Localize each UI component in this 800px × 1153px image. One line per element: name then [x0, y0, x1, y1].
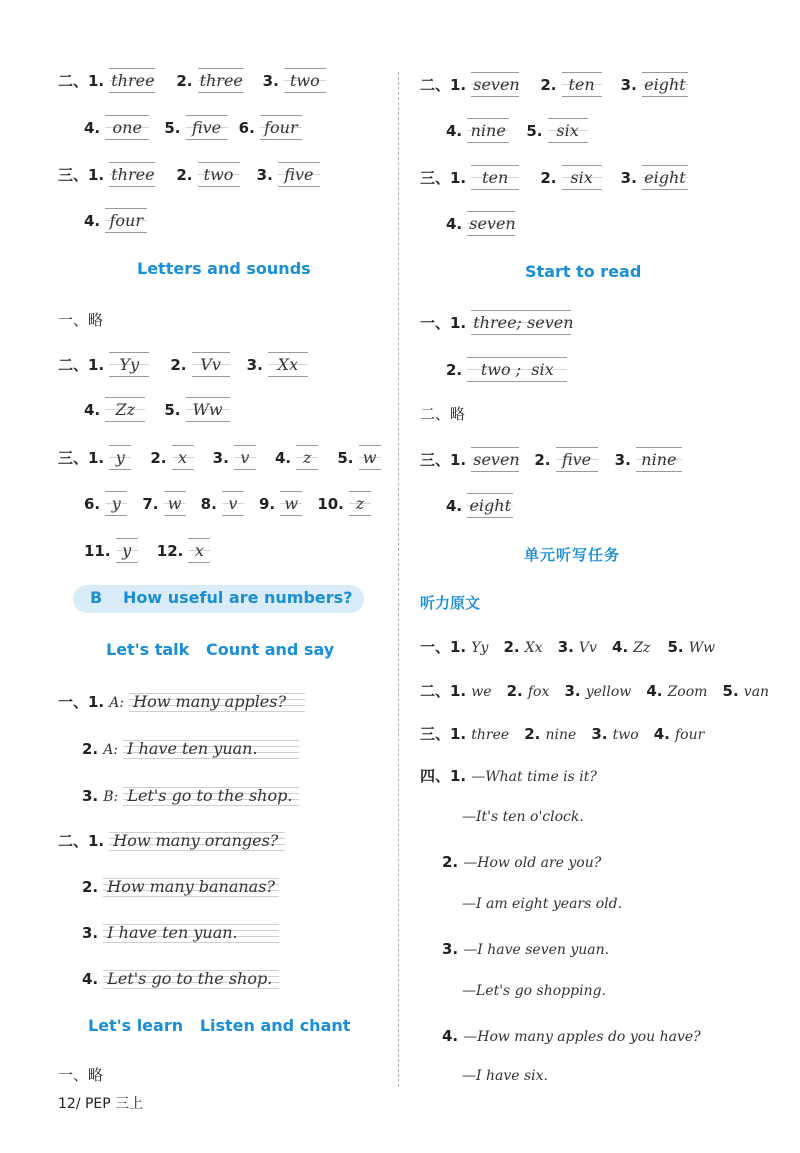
answer-cell: five — [278, 162, 320, 187]
question-number: 三、1. — [420, 725, 467, 743]
answer-cell: seven — [471, 447, 519, 472]
right-section-3-row-1 — [420, 165, 688, 190]
read-sec3-row-1 — [420, 447, 682, 472]
question-number: 2. — [540, 169, 557, 187]
question-number: 5. — [164, 119, 181, 137]
answer-cell: ten — [471, 165, 519, 190]
question-number: 2. — [442, 853, 459, 871]
question-number: 二、1. — [420, 682, 467, 700]
script-text: Zz — [633, 640, 651, 656]
question-number: 2. — [150, 449, 167, 467]
question-number: 三、1. — [420, 169, 467, 187]
letters-sec3-row-1 — [58, 445, 381, 470]
answer-cell: ten — [562, 72, 602, 97]
letters-row-1 — [58, 352, 308, 377]
question-number: 三、1. — [58, 449, 105, 467]
read-row-2 — [446, 357, 567, 382]
question-number: 3. — [256, 166, 273, 184]
question-number: 2. — [446, 361, 463, 379]
script-text: Yy — [471, 640, 489, 656]
question-number: 二、1. — [58, 356, 105, 374]
dialogue-2-b: —I am eight years old. — [462, 896, 623, 912]
question-number: 4. — [446, 497, 463, 515]
banner-title: How useful are numbers? — [123, 588, 353, 607]
question-number: 一、1. — [58, 693, 105, 711]
script-text: two — [612, 727, 639, 743]
answer-cell: w — [280, 491, 302, 516]
question-number: 2. — [176, 72, 193, 90]
question-number: 2. — [170, 356, 187, 374]
answer-sentence: How many bananas? — [103, 873, 279, 899]
answer-cell: z — [296, 445, 318, 470]
question-number: 7. — [142, 495, 159, 513]
script-text: —What time is it? — [471, 769, 597, 785]
script-text: four — [674, 727, 705, 743]
question-number: 三、1. — [58, 166, 105, 184]
question-number: 二、1. — [58, 832, 105, 850]
question-number: 3. — [614, 451, 631, 469]
answer-cell: two — [198, 162, 240, 187]
answer-cell: z — [349, 491, 371, 516]
answer-cell: four — [105, 208, 147, 233]
answer-cell: x — [188, 538, 210, 563]
talk-sec2-row-4 — [82, 965, 279, 991]
letters-sec3-row-3 — [84, 538, 210, 563]
question-number: 一、1. — [420, 314, 467, 332]
question-number: 二、1. — [420, 76, 467, 94]
script-text: —I have seven yuan. — [463, 942, 610, 958]
answer-sentence: How many apples? — [129, 688, 305, 714]
script-text: fox — [527, 684, 550, 700]
question-number: 4. — [612, 638, 629, 656]
read-sec3-row-2 — [446, 493, 513, 518]
question-number: 3. — [620, 76, 637, 94]
answer-cell: six — [548, 118, 588, 143]
question-number: 4. — [446, 215, 463, 233]
question-number: 5. — [722, 682, 739, 700]
script-text: Zoom — [667, 684, 708, 700]
left-section-3-row-1 — [58, 162, 320, 187]
question-number: 2. — [506, 682, 523, 700]
talk-sec2-row-3 — [82, 919, 279, 945]
question-number: 4. — [84, 212, 101, 230]
answer-cell: Ww — [186, 397, 230, 422]
answer-cell: y — [109, 445, 131, 470]
section-omitted: 二、略 — [420, 405, 466, 423]
question-number: 3. — [82, 924, 99, 942]
question-number: 2. — [503, 638, 520, 656]
dialogue-3-a — [442, 939, 609, 958]
answer-cell: Zz — [105, 397, 145, 422]
talk-sec2-row-2 — [82, 873, 279, 899]
answer-cell: seven — [467, 211, 515, 236]
script-row-2 — [420, 680, 769, 701]
left-section-2-row-2 — [84, 115, 302, 140]
answer-cell: nine — [467, 118, 509, 143]
question-number: 3. — [557, 638, 574, 656]
script-text: yellow — [585, 684, 632, 700]
section-omitted: 一、略 — [58, 311, 104, 329]
script-row-1 — [420, 636, 715, 657]
answer-cell: w — [359, 445, 381, 470]
question-number: 2. — [524, 725, 541, 743]
dialogue-2-a — [442, 852, 601, 871]
question-number: 2. — [176, 166, 193, 184]
question-number: 3. — [246, 356, 263, 374]
speaker-label: B: — [103, 789, 119, 805]
heading-start-to-read: Start to read — [525, 262, 642, 281]
answer-cell: seven — [471, 72, 519, 97]
question-number: 3. — [591, 725, 608, 743]
answer-sentence: How many oranges? — [109, 827, 285, 853]
right-section-2-row-1 — [420, 72, 688, 97]
right-section-3-row-2 — [446, 211, 515, 236]
answer-cell: four — [260, 115, 302, 140]
read-row-1 — [420, 310, 574, 335]
script-text: we — [471, 684, 492, 700]
question-number: 12. — [156, 542, 184, 560]
answer-cell: two — [284, 68, 326, 93]
answer-cell: y — [105, 491, 127, 516]
script-text: —How old are you? — [463, 855, 602, 871]
question-number: 3. — [82, 787, 99, 805]
answer-cell: five — [556, 447, 598, 472]
answer-cell: three — [109, 68, 155, 93]
answer-cell: three; seven — [471, 310, 571, 335]
speaker-label: A: — [109, 695, 125, 711]
answer-cell: v — [234, 445, 256, 470]
banner-letter: B — [90, 588, 103, 607]
question-number: 3. — [442, 940, 459, 958]
question-number: 4. — [442, 1027, 459, 1045]
letters-sec3-row-2 — [84, 491, 371, 516]
talk-sec2-row-1 — [58, 827, 285, 853]
script-text: Ww — [688, 640, 716, 656]
script-text: van — [743, 684, 770, 700]
answer-cell: y — [116, 538, 138, 563]
question-number: 3. — [564, 682, 581, 700]
question-number: 8. — [200, 495, 217, 513]
talk-row-1 — [58, 688, 305, 714]
question-number: 二、1. — [58, 72, 105, 90]
answer-sentence: I have ten yuan. — [123, 735, 299, 761]
column-divider — [398, 72, 399, 1087]
heading-lets-talk: Let's talk Count and say — [106, 640, 335, 659]
answer-cell: three — [198, 68, 244, 93]
question-number: 3. — [620, 169, 637, 187]
answer-cell: three — [109, 162, 155, 187]
question-number: 4. — [446, 122, 463, 140]
script-text: Xx — [524, 640, 543, 656]
question-number: 3. — [262, 72, 279, 90]
question-number: 5. — [526, 122, 543, 140]
heading-unit-dictation: 单元听写任务 — [524, 546, 621, 564]
answer-sentence: I have ten yuan. — [103, 919, 279, 945]
left-section-2-row-1 — [58, 68, 326, 93]
answer-cell: eight — [467, 493, 513, 518]
question-number: 10. — [317, 495, 344, 513]
answer-cell: five — [186, 115, 228, 140]
question-number: 2. — [534, 451, 551, 469]
answer-cell: Xx — [268, 352, 308, 377]
question-number: 6. — [84, 495, 101, 513]
script-row-3 — [420, 723, 704, 744]
speaker-label: A: — [103, 742, 119, 758]
answer-cell: eight — [642, 165, 688, 190]
heading-lets-learn: Let's learn Listen and chant — [88, 1016, 351, 1035]
question-number: 11. — [84, 542, 111, 560]
answer-cell: x — [172, 445, 194, 470]
answer-cell: nine — [636, 447, 682, 472]
script-text: Vv — [578, 640, 597, 656]
question-number: 四、1. — [420, 767, 467, 785]
question-number: 9. — [258, 495, 276, 513]
answer-cell: one — [105, 115, 149, 140]
question-number: 6. — [238, 119, 255, 137]
answer-cell: Vv — [192, 352, 230, 377]
question-number: 4. — [653, 725, 670, 743]
answer-sentence: Let's go to the shop. — [123, 782, 299, 808]
question-number: 4. — [646, 682, 663, 700]
question-number: 3. — [212, 449, 229, 467]
script-text: —How many apples do you have? — [463, 1029, 701, 1045]
heading-letters-and-sounds: Letters and sounds — [137, 259, 311, 278]
question-number: 4. — [84, 401, 101, 419]
left-section-3-row-2 — [84, 208, 147, 233]
question-number: 三、1. — [420, 451, 467, 469]
question-number: 2. — [82, 878, 99, 896]
dialogue-1-b: —It's ten o'clock. — [462, 809, 584, 825]
question-number: 一、1. — [420, 638, 467, 656]
question-number: 2. — [82, 740, 99, 758]
question-number: 4. — [82, 970, 99, 988]
answer-sentence: Let's go to the shop. — [103, 965, 279, 991]
answer-cell: w — [164, 491, 186, 516]
right-section-2-row-2 — [446, 118, 588, 143]
answer-cell: two ; six — [467, 357, 567, 382]
answer-cell: Yy — [109, 352, 149, 377]
dialogue-4-a — [442, 1026, 701, 1045]
answer-cell: six — [562, 165, 602, 190]
question-number: 4. — [274, 449, 292, 467]
question-number: 5. — [667, 638, 684, 656]
script-text: nine — [545, 727, 577, 743]
heading-listening-script: 听力原文 — [420, 594, 481, 612]
answer-cell: v — [222, 491, 244, 516]
script-text: three — [471, 727, 510, 743]
question-number: 4. — [84, 119, 101, 137]
page-footer: 12/ PEP 三上 — [58, 1096, 144, 1112]
answer-cell: eight — [642, 72, 688, 97]
question-number: 2. — [540, 76, 557, 94]
question-number: 5. — [337, 449, 354, 467]
question-number: 5. — [164, 401, 181, 419]
dialogue-3-b: —Let's go shopping. — [462, 983, 606, 999]
talk-row-3 — [82, 782, 299, 808]
letters-row-2 — [84, 397, 230, 422]
section-omitted: 一、略 — [58, 1066, 104, 1084]
talk-row-2 — [82, 735, 299, 761]
dialogue-1-a — [420, 765, 597, 786]
dialogue-4-b: —I have six. — [462, 1068, 548, 1084]
